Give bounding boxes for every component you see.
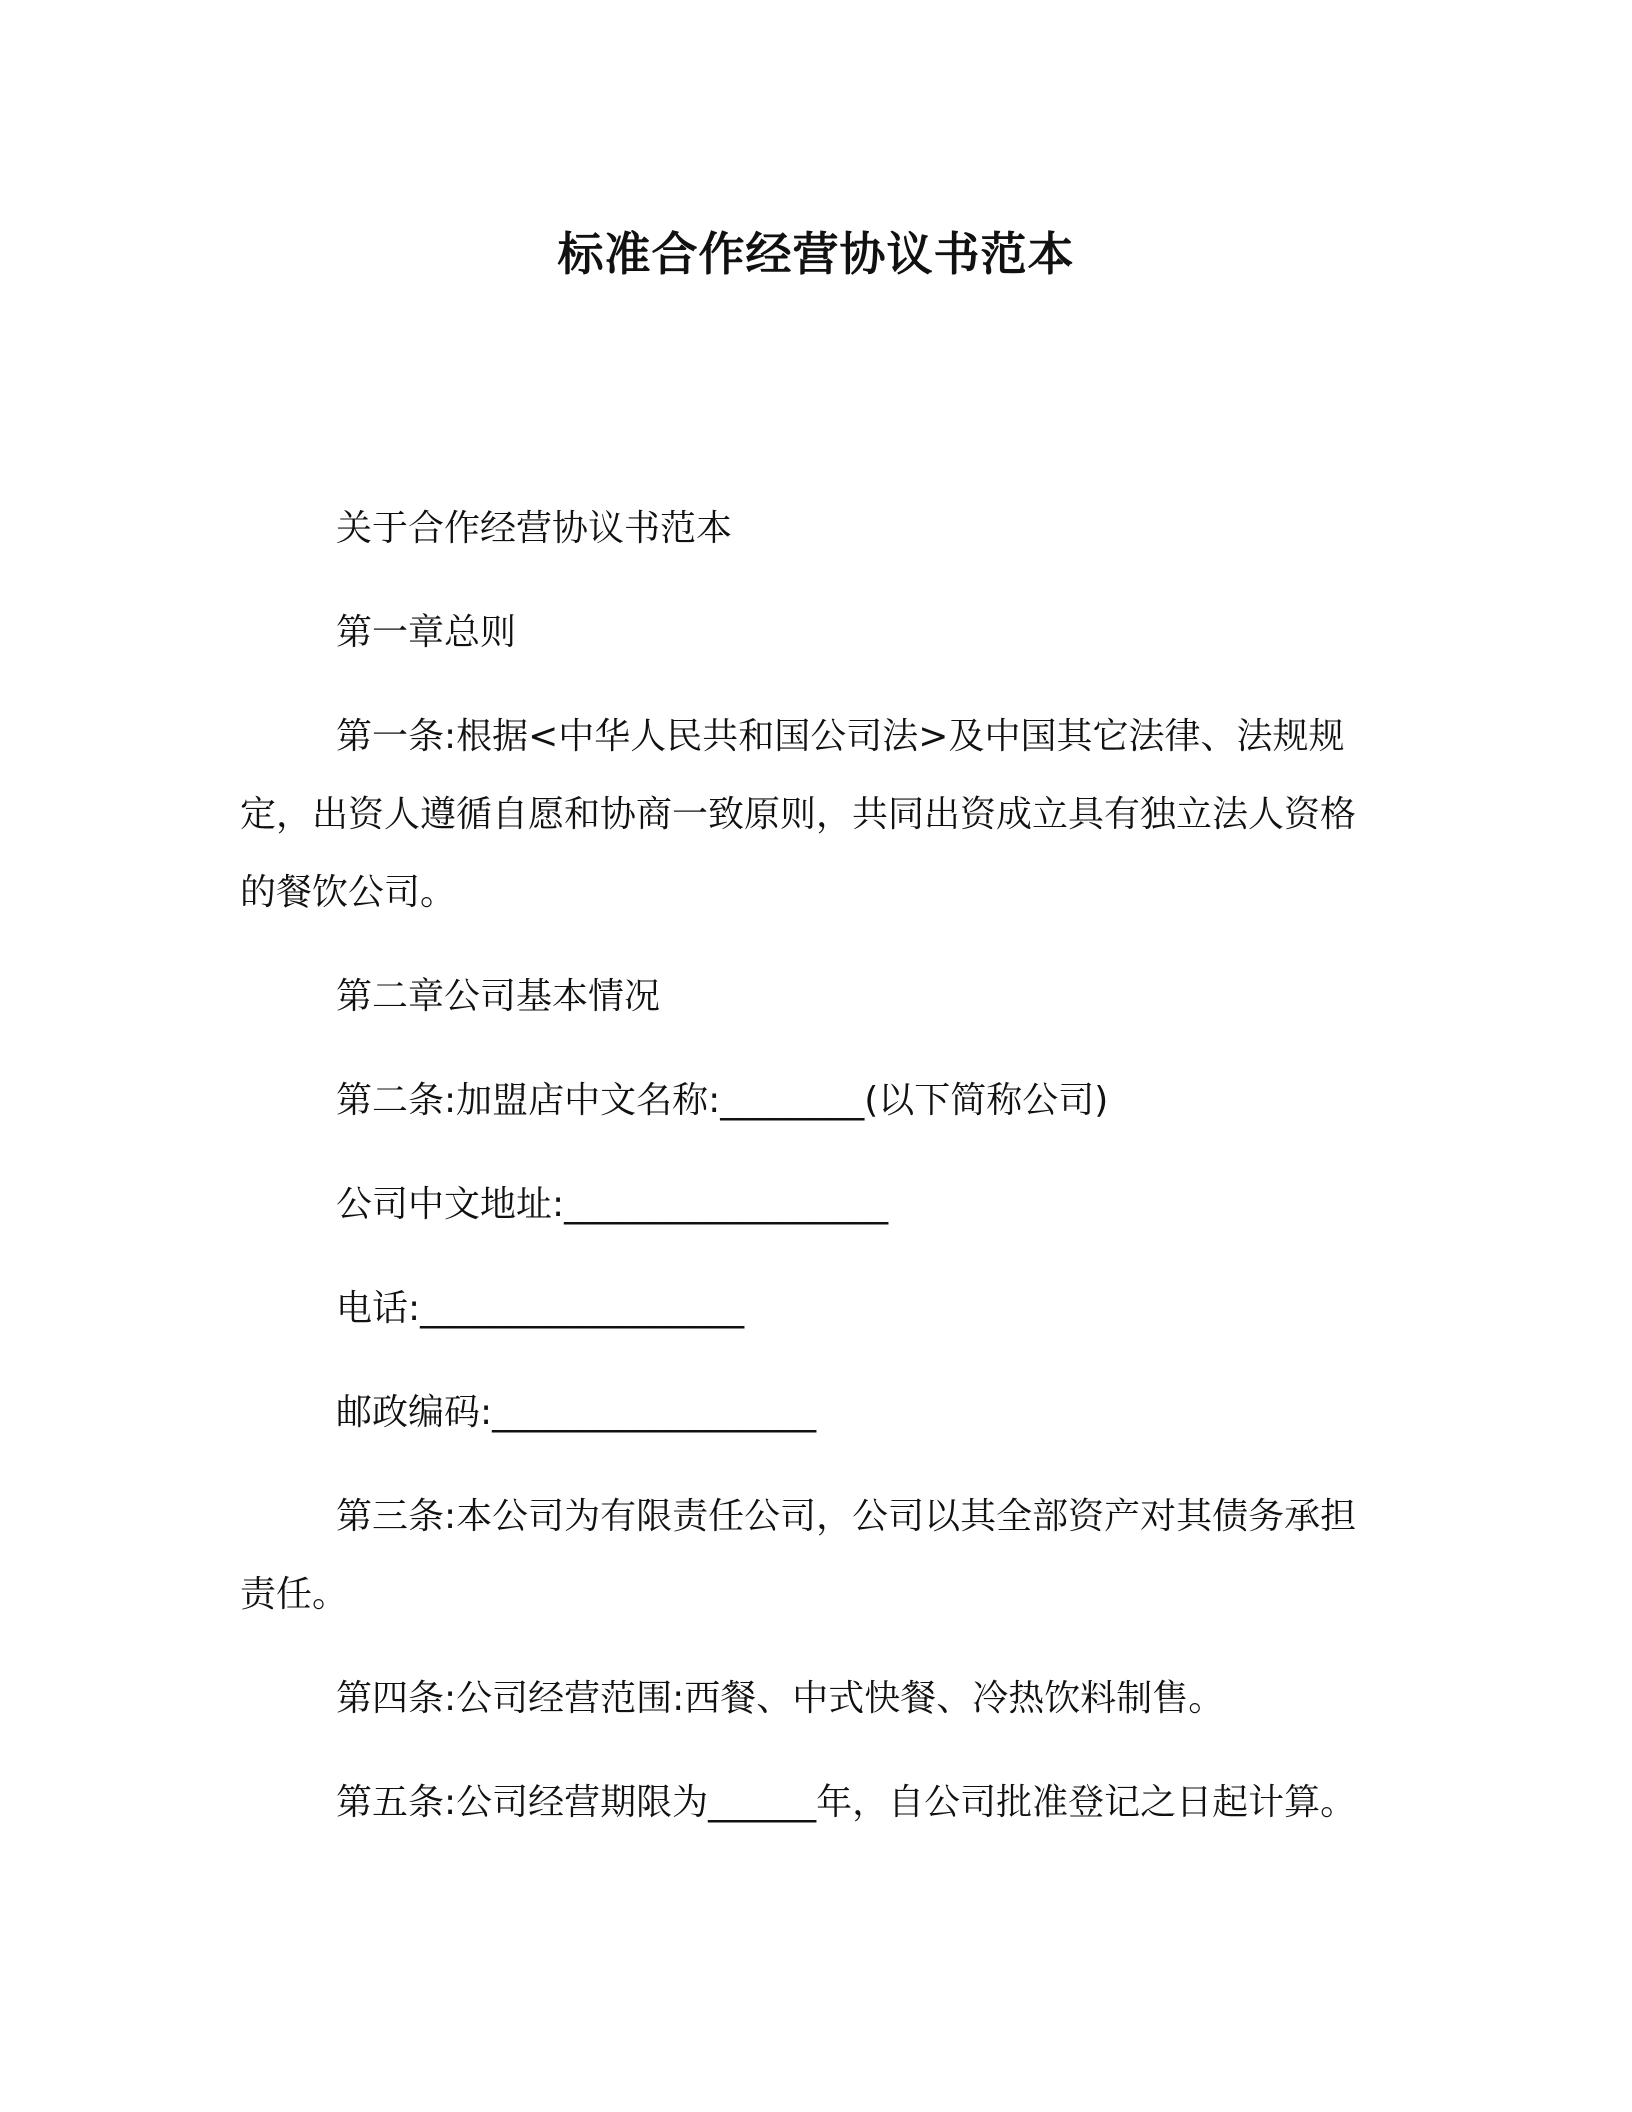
paragraph-intro: 关于合作经营协议书范本 (336, 508, 733, 549)
article-5: 第五条:公司经营期限为______年，自公司批准登记之日起计算。 (336, 1782, 1357, 1823)
company-address-field: 公司中文地址:__________________ (336, 1184, 889, 1225)
article-2-store-name: 第二条:加盟店中文名称:________(以下简称公司) (336, 1080, 1109, 1121)
article-4: 第四条:公司经营范围:西餐、中式快餐、冷热饮料制售。 (336, 1678, 1225, 1719)
document-body (240, 490, 1360, 1868)
article-1: 第一条:根据<中华人民共和国公司法>及中国其它法律、法规规定，出资人遵循自愿和协商一致原则，共同出资成立具有独立法人资格的餐饮公司。 (240, 716, 1357, 913)
article-3: 第三条:本公司为有限责任公司，公司以其全部资产对其债务承担责任。 (240, 1496, 1357, 1615)
postal-code-field: 邮政编码:__________________ (336, 1392, 817, 1433)
phone-field: 电话:__________________ (336, 1288, 745, 1329)
chapter-2-heading: 第二章公司基本情况 (336, 976, 661, 1017)
chapter-1-heading: 第一章总则 (336, 612, 517, 653)
document-title: 标准合作经营协议书范本 (557, 227, 1075, 281)
